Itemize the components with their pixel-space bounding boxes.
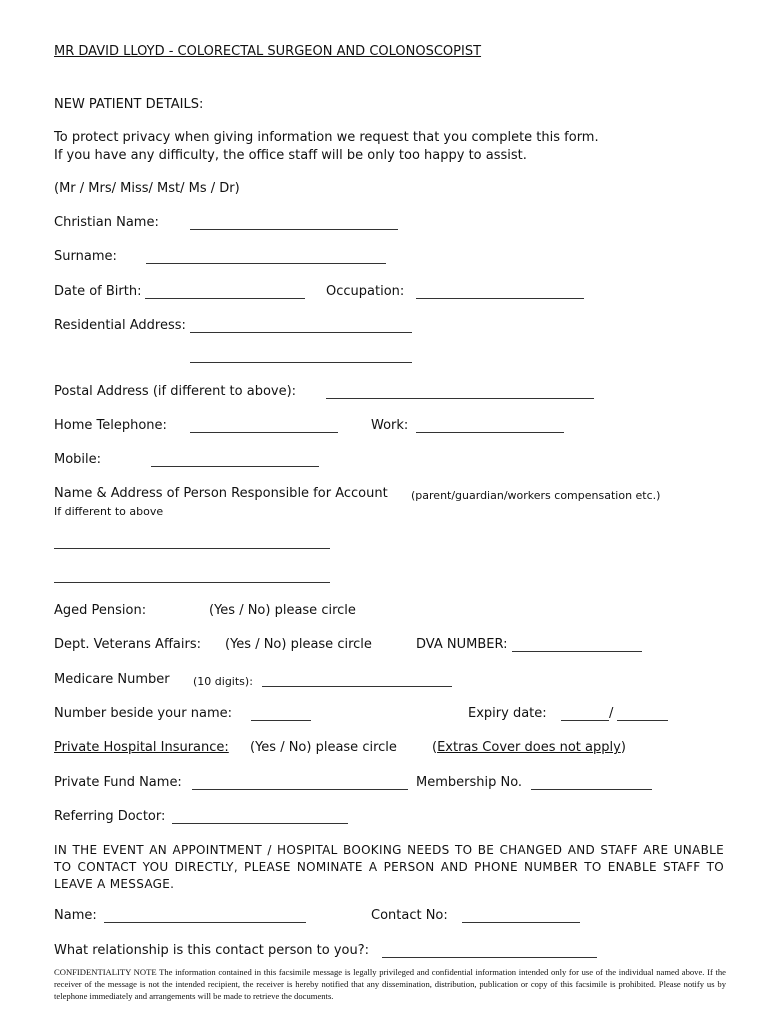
section-heading: NEW PATIENT DETAILS: xyxy=(54,97,204,112)
number-beside-name-field[interactable] xyxy=(251,720,311,721)
medicare-number-field[interactable] xyxy=(262,686,452,687)
dob-field[interactable] xyxy=(145,298,305,299)
expiry-month-field[interactable] xyxy=(561,720,609,721)
extras-text: Extras Cover does not apply xyxy=(437,740,621,755)
work-field[interactable] xyxy=(416,432,564,433)
christian-name-field[interactable] xyxy=(190,229,398,230)
membership-field[interactable] xyxy=(531,789,652,790)
dva-number-field[interactable] xyxy=(512,651,642,652)
number-beside-name-label: Number beside your name: xyxy=(54,706,232,721)
aged-pension-label: Aged Pension: xyxy=(54,603,147,618)
private-fund-label: Private Fund Name: xyxy=(54,775,182,790)
responsible-person-subnote: If different to above xyxy=(54,505,164,518)
home-telephone-label: Home Telephone: xyxy=(54,418,167,433)
extras-open: ( xyxy=(432,740,438,755)
relationship-field[interactable] xyxy=(382,957,597,958)
postal-address-label: Postal Address (if different to above): xyxy=(54,384,297,399)
private-fund-field[interactable] xyxy=(192,789,408,790)
contact-number-label: Contact No: xyxy=(371,908,448,923)
private-hospital-label: Private Hospital Insurance: xyxy=(54,740,229,755)
confidentiality-note: CONFIDENTIALITY NOTE The information contained in this facsimile message is legally privileged and confidential information intended only for use of the individual named above. If the receiver of the message is not the intended recipient, the receiver is hereby notified that any dissemination, distribution, publication or copy of this facsimile is prohibited. Please notify us by telephone immediately and arrangements will be made to retrieve the documents. xyxy=(54,967,726,1001)
medicare-label: Medicare Number xyxy=(54,672,170,687)
occupation-label: Occupation: xyxy=(326,284,405,299)
extras-cover-note xyxy=(432,740,626,756)
relationship-label: What relationship is this contact person to you?: xyxy=(54,943,370,958)
surname-field[interactable] xyxy=(146,263,386,264)
residential-address-field-1[interactable] xyxy=(190,332,412,333)
responsible-person-field-2[interactable] xyxy=(54,582,330,583)
responsible-person-note: (parent/guardian/workers compensation etc.) xyxy=(411,489,661,502)
title-options: (Mr / Mrs/ Miss/ Mst/ Ms / Dr) xyxy=(54,181,240,196)
dva-options[interactable]: (Yes / No) please circle xyxy=(225,637,372,652)
membership-label: Membership No. xyxy=(416,775,523,790)
medicare-digits-note: (10 digits): xyxy=(193,675,253,688)
responsible-person-label: Name & Address of Person Responsible for Account xyxy=(54,486,388,501)
aged-pension-options[interactable]: (Yes / No) please circle xyxy=(209,603,356,618)
referring-doctor-field[interactable] xyxy=(172,823,348,824)
page-title: MR DAVID LLOYD - COLORECTAL SURGEON AND COLONOSCOPIST xyxy=(54,44,482,59)
contact-number-field[interactable] xyxy=(462,922,580,923)
intro-line-2: If you have any difficulty, the office staff will be only too happy to assist. xyxy=(54,148,527,163)
christian-name-label: Christian Name: xyxy=(54,215,159,230)
expiry-slash: / xyxy=(609,706,614,721)
work-label: Work: xyxy=(371,418,409,433)
surname-label: Surname: xyxy=(54,249,117,264)
postal-address-field[interactable] xyxy=(326,398,594,399)
private-hospital-options[interactable]: (Yes / No) please circle xyxy=(250,740,397,755)
mobile-label: Mobile: xyxy=(54,452,102,467)
dva-number-label: DVA NUMBER: xyxy=(416,637,508,652)
residential-address-field-2[interactable] xyxy=(190,362,412,363)
home-telephone-field[interactable] xyxy=(190,432,338,433)
occupation-field[interactable] xyxy=(416,298,584,299)
responsible-person-field-1[interactable] xyxy=(54,548,330,549)
mobile-field[interactable] xyxy=(151,466,319,467)
contact-name-label: Name: xyxy=(54,908,97,923)
expiry-year-field[interactable] xyxy=(617,720,668,721)
dva-label: Dept. Veterans Affairs: xyxy=(54,637,201,652)
extras-close: ) xyxy=(620,740,626,755)
residential-address-label: Residential Address: xyxy=(54,318,186,333)
dob-label: Date of Birth: xyxy=(54,284,142,299)
contact-name-field[interactable] xyxy=(104,922,306,923)
referring-doctor-label: Referring Doctor: xyxy=(54,809,166,824)
expiry-date-label: Expiry date: xyxy=(468,706,547,721)
intro-line-1: To protect privacy when giving information we request that you complete this form. xyxy=(54,130,599,145)
event-notice: IN THE EVENT AN APPOINTMENT / HOSPITAL BOOKING NEEDS TO BE CHANGED AND STAFF ARE UNABLE TO CONTACT YOU DIRECTLY, PLEASE NOMINATE A PERSON AND PHONE NUMBER TO ENABLE STAFF TO LEAVE A MESSAGE. xyxy=(54,843,724,891)
